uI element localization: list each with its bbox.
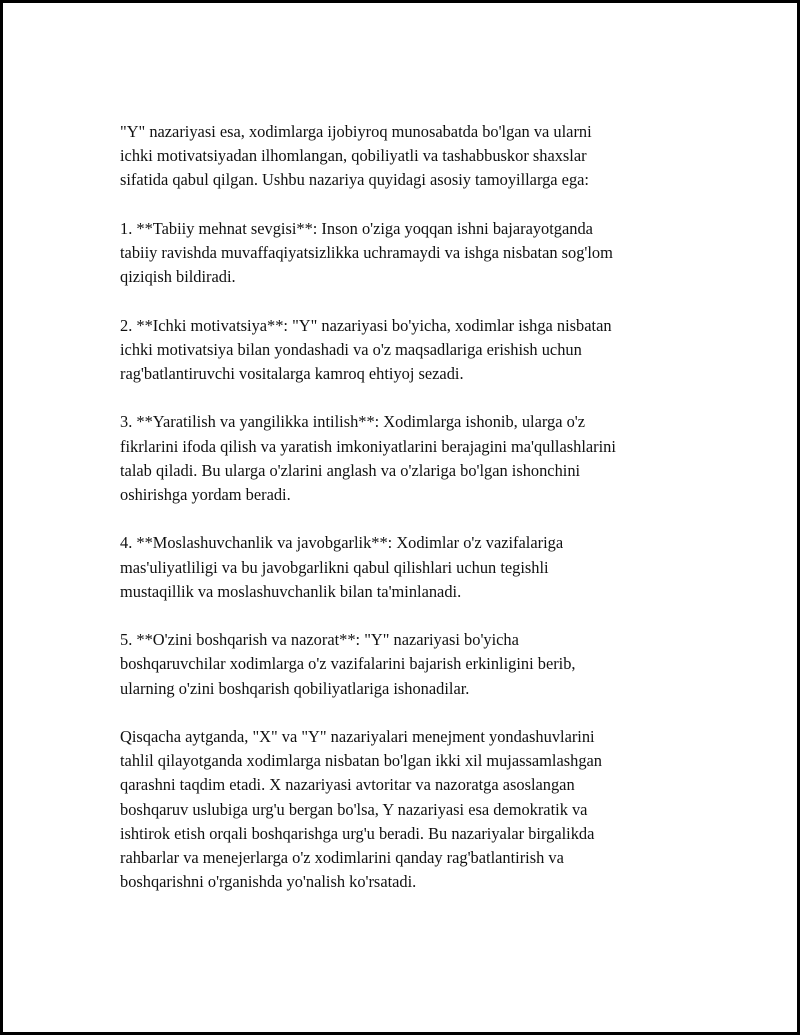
intro-paragraph: "Y" nazariyasi esa, xodimlarga ijobiyroq munosabatda bo'lgan va ularni ichki motivatsiyadan ilhomlangan, qobiliyatli va tashabbuskor shaxslar sifatida qabul qilgan. Ushbu nazariya quyidagi asosiy tamoyillarga ega: bbox=[120, 122, 592, 190]
principle-3-paragraph: 3. **Yaratilish va yangilikka intilish**: Xodimlarga ishonib, ularga o'z fikrlarini ifoda qilish va yaratish imkoniyatlarini berajagini ma'qullashlarini talab qiladi. Bu ularga o'zlarini anglash va o'zlariga bo'lgan ishonchini oshirishga yordam beradi. bbox=[120, 412, 616, 504]
principle-1-paragraph: 1. **Tabiiy mehnat sevgisi**: Inson o'ziga yoqqan ishni bajarayotganda tabiiy ravishda muvaffaqiyatsizlikka uchramaydi va ishga nisbatan sog'lom qiziqish bildiradi. bbox=[120, 218, 613, 287]
document-body bbox=[120, 120, 692, 894]
principle-5-paragraph: 5. **O'zini boshqarish va nazorat**: "Y" nazariyasi bo'yicha boshqaruvchilar xodimlarga o'z vazifalarini bajarish erkinligini berib, ularning o'zini boshqarish qobiliyatlariga ishonadilar. bbox=[120, 630, 576, 698]
principle-4-paragraph: 4. **Moslashuvchanlik va javobgarlik**: Xodimlar o'z vazifalariga mas'uliyatliligi va bu javobgarlikni qabul qilishlari uchun tegishli mustaqillik va moslashuvchanlik bilan ta'minlanadi. bbox=[120, 533, 564, 601]
summary-paragraph: Qisqacha aytganda, "X" va "Y" nazariyalari menejment yondashuvlarini tahlil qilayotganda xodimlarga nisbatan bo'lgan ikki xil mujassamlashgan qarashni taqdim etadi. X nazariyasi avtoritar va nazoratga asoslangan boshqaruv uslubiga urg'u bergan bo'lsa, Y nazariyasi esa demokratik va ishtirok etish orqali boshqarishga urg'u beradi. Bu nazariyalar birgalikda rahbarlar va menejerlarga o'z xodimlarini qanday rag'batlantirish va boshqarishni o'rganishda yo'nalish ko'rsatadi. bbox=[120, 726, 602, 892]
principle-2-paragraph: 2. **Ichki motivatsiya**: "Y" nazariyasi bo'yicha, xodimlar ishga nisbatan ichki motivatsiya bilan yondashadi va o'z maqsadlariga erishish uchun rag'batlantiruvchi vositalarga kamroq ehtiyoj sezadi. bbox=[120, 315, 612, 383]
